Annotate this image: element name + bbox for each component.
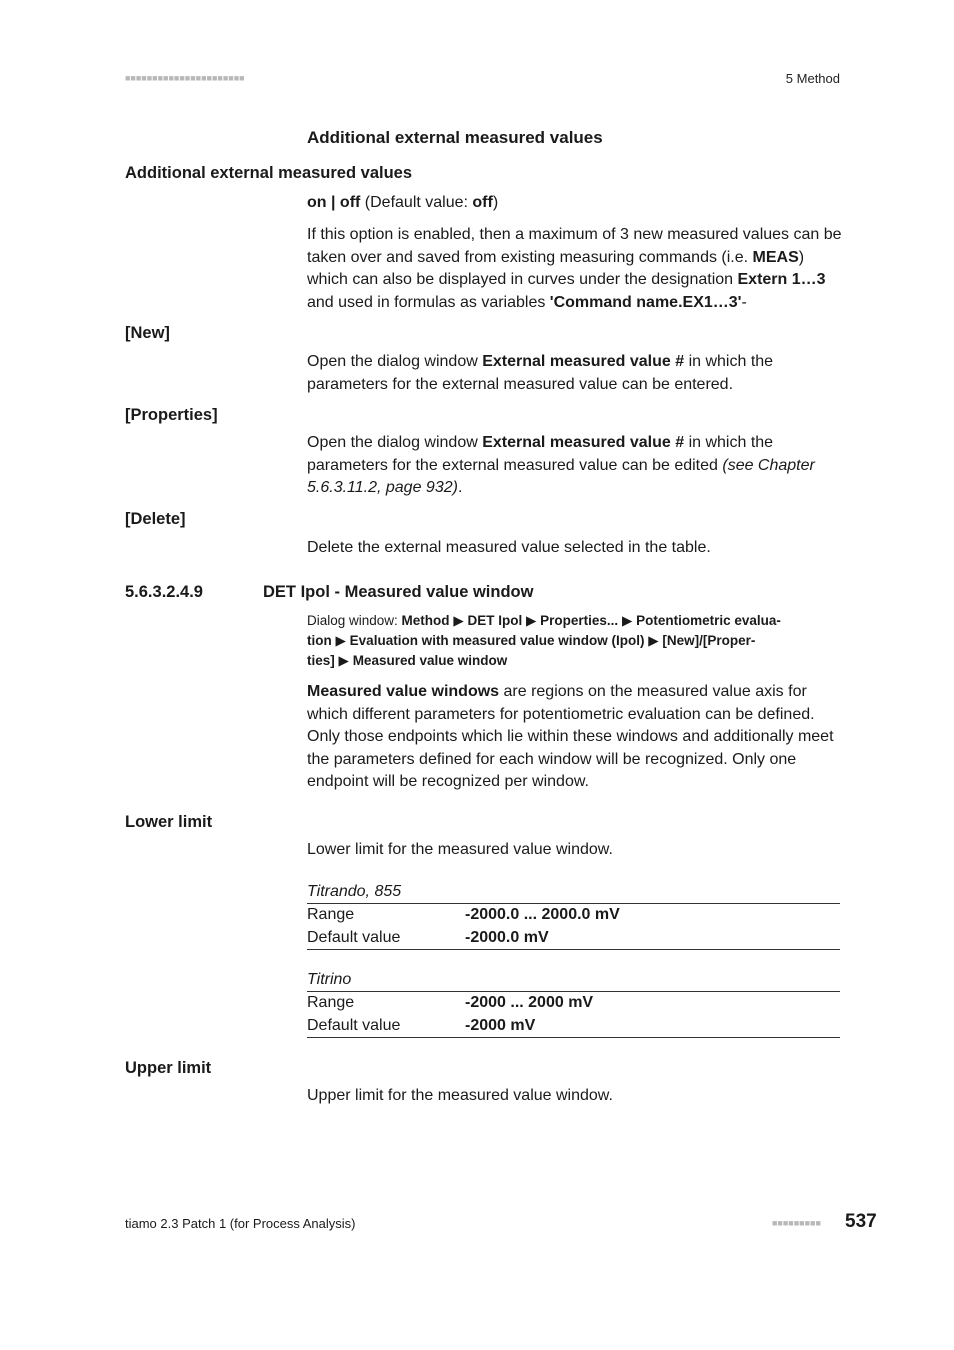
term-new: [New]: [125, 324, 170, 342]
term-properties: [Properties]: [125, 406, 218, 424]
table-row: [307, 904, 840, 927]
desc-part: Open the dialog window: [307, 434, 483, 451]
options-line: [307, 192, 842, 215]
path-item: tion: [307, 633, 332, 648]
param-table-titrino: [307, 969, 840, 1038]
options-default: off: [472, 194, 493, 211]
arrow-icon: ▶: [525, 613, 537, 628]
dialog-name: External measured value #: [482, 353, 685, 370]
row-value: -2000 ... 2000 mV: [465, 994, 594, 1011]
lower-limit-description: Lower limit for the measured value window.: [307, 841, 613, 858]
path-item: Measured value window: [352, 653, 508, 668]
path-item: Properties...: [540, 613, 619, 628]
footer-product: tiamo 2.3 Patch 1 (for Process Analysis): [125, 1216, 356, 1231]
desc-part: If this option is enabled, then a maximum of 3 new measured values can be taken over and saved from existing measuring commands (i.e.: [307, 226, 842, 266]
intro-text: are regions on the measured value axis for which different parameters for potentiometric evaluation can be defined. Only those endpoints which lie within these windows and additionally meet the parameters defined for each window will be recognized. Only one endpoint will be recognized per window.: [307, 683, 834, 790]
options-mid: (Default value:: [360, 194, 473, 211]
table-caption: Titrino: [307, 969, 840, 992]
table-row: [307, 1015, 840, 1039]
desc-part: and used in formulas as variables: [307, 293, 550, 311]
header-decoration: ■■■■■■■■■■■■■■■■■■■■■■: [125, 73, 245, 83]
term-additional-external: Additional external measured values: [125, 164, 413, 182]
term-delete: [Delete]: [125, 510, 186, 528]
measured-value-intro: [307, 681, 842, 794]
row-value: -2000.0 mV: [465, 928, 549, 946]
desc-part: -: [741, 293, 747, 311]
table-row: [307, 927, 840, 951]
row-key: Range: [307, 906, 355, 923]
subsection-title: DET Ipol - Measured value window: [263, 583, 534, 601]
row-value: -2000.0 ... 2000.0 mV: [465, 906, 620, 923]
new-description: [307, 351, 842, 396]
arrow-icon: ▶: [453, 613, 464, 628]
path-item: Method: [401, 613, 450, 628]
path-item: [New]/[Proper-: [662, 633, 756, 648]
arrow-icon: ▶: [621, 613, 633, 628]
path-item: Evaluation with measured value window (Ipol): [349, 633, 645, 648]
desc-extern: Extern 1…3: [737, 271, 826, 288]
arrow-icon: ▶: [338, 653, 349, 668]
row-value: -2000 mV: [465, 1016, 536, 1034]
subsection-number: 5.6.3.2.4.9: [125, 583, 203, 601]
delete-description: Delete the external measured value selected in the table.: [307, 539, 711, 556]
dialog-path: [307, 611, 807, 671]
desc-part: in which the parameters for the external measured value can be entered.: [307, 353, 774, 393]
desc-part: .: [457, 479, 463, 496]
row-key: Default value: [307, 928, 401, 946]
chapter-reference: (see Chapter 5.6.3.11.2, page 932): [307, 456, 815, 496]
param-table-titrando: [307, 881, 840, 950]
page-number: 537: [845, 1211, 877, 1232]
header-chapter: 5 Method: [785, 71, 840, 86]
options-values: on | off: [307, 194, 361, 211]
arrow-icon: ▶: [648, 633, 659, 648]
path-item: DET Ipol: [467, 613, 523, 628]
dialog-name: External measured value #: [482, 434, 685, 451]
desc-part: Open the dialog window: [307, 353, 483, 370]
options-suffix: ): [492, 194, 499, 211]
path-prefix: Dialog window:: [307, 613, 402, 628]
section-title: Additional external measured values: [307, 128, 603, 147]
row-key: Range: [307, 994, 355, 1011]
properties-description: [307, 432, 842, 500]
desc-meas: MEAS: [752, 248, 799, 266]
footer-decoration: ■■■■■■■■■: [772, 1218, 821, 1228]
desc-part: ) which can also be displayed in curves under the designation: [307, 248, 805, 288]
additional-description: [307, 224, 842, 314]
desc-variable: 'Command name.EX1…3': [549, 293, 742, 311]
table-row: [307, 992, 840, 1015]
desc-part: in which the parameters for the external measured value can be edited: [307, 434, 774, 474]
table-caption: Titrando, 855: [307, 881, 840, 904]
term-upper-limit: Upper limit: [125, 1059, 212, 1077]
term-lower-limit: Lower limit: [125, 813, 213, 831]
intro-term: Measured value windows: [307, 683, 500, 700]
path-item: Potentiometric evalua-: [636, 613, 781, 628]
upper-limit-description: Upper limit for the measured value window.: [307, 1087, 613, 1104]
arrow-icon: ▶: [335, 633, 346, 648]
row-key: Default value: [307, 1016, 401, 1034]
path-item: ties]: [307, 653, 335, 668]
